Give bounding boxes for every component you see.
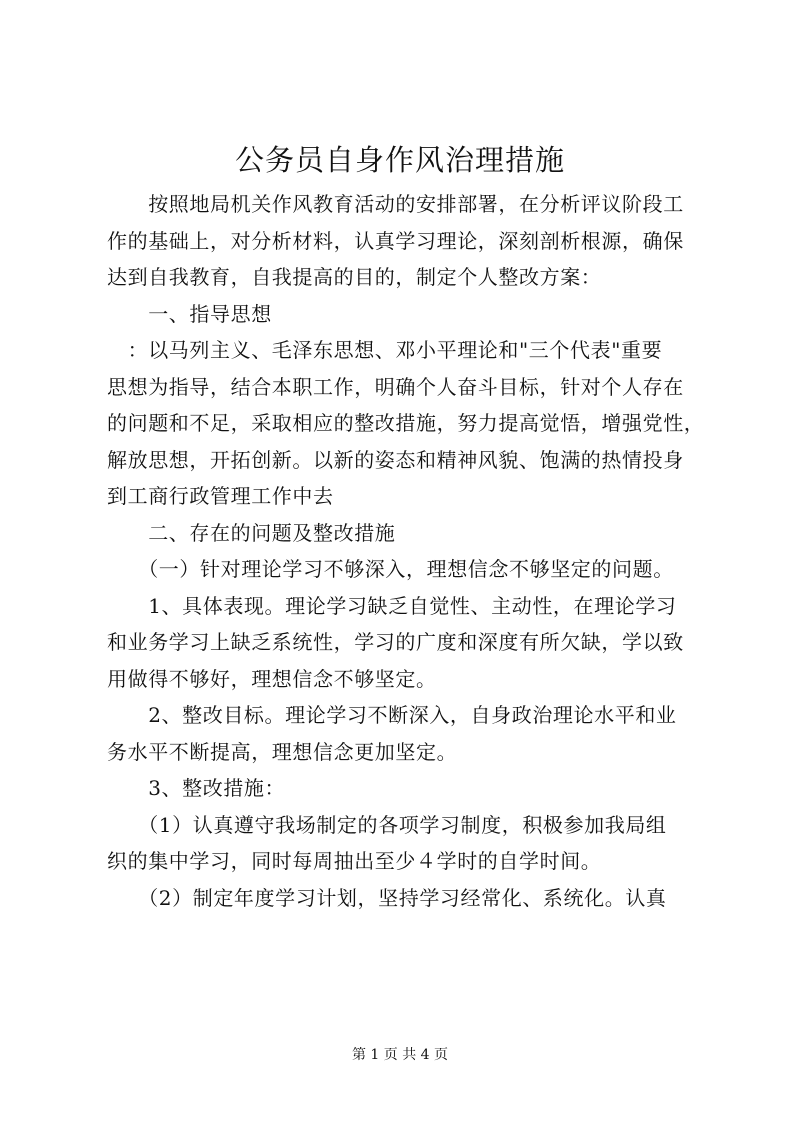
paragraph-rectification-goal [107, 697, 707, 770]
text-line: 2、整改目标。理论学习不断深入，自身政治理论水平和业 [107, 703, 677, 727]
paragraph-measure-2 [107, 880, 707, 917]
page-number-footer: 第 1 页 共 4 页 [351, 1047, 449, 1063]
text-line: 作的基础上，对分析材料，认真学习理论，深刻剖析根源，确保 [107, 228, 684, 253]
text-line: 用做得不够好，理想信念不够坚定。 [107, 666, 437, 691]
document-body [107, 186, 707, 916]
text-line: （1）认真遵守我场制定的各项学习制度，积极参加我局组 [107, 812, 667, 837]
text-line: 二、存在的问题及整改措施 [107, 520, 396, 545]
document-title: 公务员自身作风治理措施 [234, 143, 565, 177]
paragraph-intro [107, 186, 707, 296]
text-line: 的问题和不足，采取相应的整改措施，努力提高觉悟，增强党性， [107, 411, 705, 435]
text-line: 思想为指导，结合本职工作，明确个人奋斗目标，针对个人存在 [107, 374, 684, 399]
paragraph-manifestation [107, 588, 707, 698]
text-line: 按照地局机关作风教育活动的安排部署，在分析评议阶段工 [107, 192, 684, 216]
text-line: 一、指导思想 [107, 301, 272, 326]
section-heading-problems [107, 515, 707, 552]
text-line: （2）制定年度学习计划，坚持学习经常化、系统化。认真 [107, 885, 667, 910]
text-line: 务水平不断提高，理想信念更加坚定。 [107, 739, 458, 764]
paragraph-measure-1 [107, 807, 707, 880]
text-line: 3、整改措施： [107, 776, 286, 800]
text-line: （一）针对理论学习不够深入，理想信念不够坚定的问题。 [107, 557, 674, 581]
paragraph-guiding-thought [107, 332, 707, 515]
text-line: 到工商行政管理工作中去 [107, 484, 334, 508]
text-line: 织的集中学习，同时每周抽出至少４学时的自学时间。 [107, 849, 602, 873]
text-line: 和业务学习上缺乏系统性，学习的广度和深度有所欠缺，学以致 [107, 630, 684, 654]
subsection-heading-theory-study [107, 551, 707, 588]
text-line: 1、具体表现。理论学习缺乏自觉性、主动性，在理论学习 [107, 593, 677, 618]
section-heading-guiding-thought [107, 296, 707, 333]
text-line: 解放思想，开拓创新。以新的姿态和精神风貌、饱满的热情投身 [107, 447, 684, 472]
text-line: ：以马列主义、毛泽东思想、邓小平理论和"三个代表"重要 [107, 338, 663, 362]
paragraph-rectification-measures-heading [107, 770, 707, 807]
text-line: 达到自我教育，自我提高的目的，制定个人整改方案： [107, 265, 602, 289]
